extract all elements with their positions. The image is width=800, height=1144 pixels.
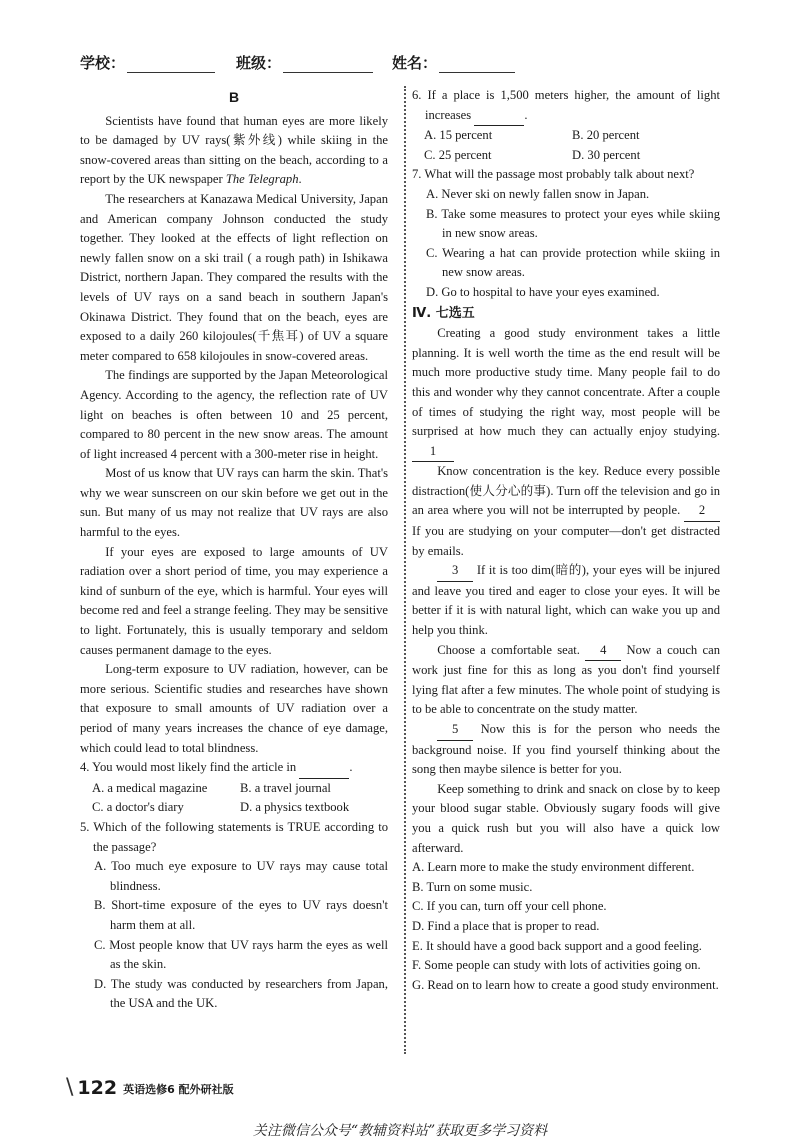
cloze-paragraph-3: 3 If it is too dim(暗的), your eyes will be injured and leave you tired and eager to close your eyes. It will be better if it is with natural light, which can wake you up and help you think. <box>412 563 720 638</box>
class-label: 班级： <box>236 54 282 72</box>
cloze-blank-1: 1 <box>412 442 454 463</box>
passage-b-paragraph-5: If your eyes are exposed to large amounts of UV radiation over a short period of time, you may experience a kind of sunburn of the eye, which is harmful. Your eyes will become red and feel a strange feeling. They may be sensitive to light. Fortunately, this is usually temporary and seldom causes permanent damage to the eyes. <box>80 544 388 657</box>
cloze-paragraph-2: Know concentration is the key. Reduce every possible distraction(使人分心的事). Turn off the television and go in an area where you will not be interrupted by people. 2 If you are studying on your computer—don't get distracted by emails. <box>412 464 720 558</box>
option-a: A. 15 percent <box>424 128 493 143</box>
book-title: 英语选修6 配外研社版 <box>123 1083 234 1096</box>
option-d: D. Go to hospital to have your eyes examined. <box>426 284 660 299</box>
cloze-option-c: C. If you can, turn off your cell phone. <box>412 899 607 914</box>
class-blank <box>283 56 373 73</box>
school-label: 学校： <box>80 54 126 72</box>
class-field <box>236 52 373 73</box>
cloze-option-e: E. It should have a good back support and a good feeling. <box>412 938 702 953</box>
option-c: C. Wearing a hat can provide protection while skiing in new snow areas. <box>426 245 720 280</box>
option-c: C. a doctor's diary <box>92 800 184 815</box>
cloze-option-a: A. Learn more to make the study environment different. <box>412 860 695 875</box>
cloze-option-b: B. Turn on some music. <box>412 879 533 894</box>
cloze-blank-3: 3 <box>437 561 473 582</box>
question-5-stem: 5. Which of the following statements is TRUE according to the passage? <box>80 819 388 854</box>
column-divider <box>404 86 406 1054</box>
option-d: D. a physics textbook <box>240 800 350 815</box>
question-7 <box>412 165 720 302</box>
cloze-options <box>412 858 720 995</box>
school-blank <box>127 56 215 73</box>
footer-slash-mark: \ <box>66 1075 74 1100</box>
passage-b-paragraph-4: Most of us know that UV rays can harm the skin. That's why we wear sunscreen on our skin before we get out in the sun. But many of us may not realize that UV rays are also harmful to the eyes. <box>80 466 388 540</box>
left-column <box>80 86 388 1014</box>
cloze-paragraph-4: Choose a comfortable seat. 4 Now a couch can work just fine for this as long as you don't find yourself lying flat after a few minutes. The whole point of studying is to be able to concentrate on the study matter. <box>412 642 720 717</box>
school-field <box>80 52 215 73</box>
option-a: A. Never ski on newly fallen snow in Japan. <box>426 186 650 201</box>
newspaper-title: The Telegraph <box>225 172 299 187</box>
cloze-paragraph-6: Keep something to drink and snack on close by to keep your blood sugar stable. Obviously sugary foods will give you a quick rush but you will also have a quick low afterward. <box>412 781 720 855</box>
page-number: 122 <box>77 1077 118 1099</box>
option-b: B. Short-time exposure of the eyes to UV rays doesn't harm them at all. <box>94 898 388 932</box>
option-c: C. 25 percent <box>424 147 492 162</box>
question-6-stem: 6. If a place is 1,500 meters higher, the amount of light increases <box>412 88 720 122</box>
option-b: B. 20 percent <box>572 128 640 143</box>
page-footer <box>66 1073 234 1099</box>
question-4-stem: 4. You would most likely find the article in <box>80 760 297 775</box>
section-iv-title: Ⅳ. 七选五 <box>412 305 475 321</box>
cloze-option-f: F. Some people can study with lots of activities going on. <box>412 958 701 973</box>
name-label: 姓名： <box>392 54 438 72</box>
option-d: D. The study was conducted by researchers from Japan, the USA and the UK. <box>94 976 388 1011</box>
question-4: 4. You would most likely find the article in . A. a medical magazine B. a travel journal C. a doctor's diary D. a physics textbook <box>80 758 388 818</box>
passage-b-paragraph-3: The findings are supported by the Japan Meteorological Agency. According to the agency, the reflection rate of UV light on beaches is often between 10 and 25 percent, compared to 80 percent in the new snow areas. The amount of light increased 4 percent with a 300-meter rise in height. <box>80 368 388 461</box>
right-column <box>412 86 720 995</box>
option-b: B. a travel journal <box>240 780 331 795</box>
option-a: A. a medical magazine <box>92 780 208 795</box>
passage-b-paragraph-1: Scientists have found that human eyes are more likely to be damaged by UV rays(紫外线) while skiing in the snow-covered areas than sitting on the beach, according to a report by the UK newspaper The Telegraph. <box>80 113 388 187</box>
name-blank <box>439 56 515 73</box>
question-7-stem: 7. What will the passage most probably talk about next? <box>412 167 695 182</box>
cloze-paragraph-1: Creating a good study environment takes a little planning. It is well worth the time as the end result will be much more productive study time. Many people fail to do this and wonder why they cannot concentrate. After a couple of times of studying the right way, most people will be surprised at how much they can actually enjoy studying. 1 <box>412 324 720 462</box>
question-5 <box>80 818 388 1014</box>
passage-b-paragraph-2: The researchers at Kanazawa Medical University, Japan and American company Johnson conducted the study together. They looked at the effects of light reflection on newly fallen snow on a ski trail ( a rough path) in Ishikawa District, northern Japan. They compared the results with the levels of UV rays on a sand beach in southern Japan's Okinawa District. They found that on the beach, eyes are exposed to a daily 260 kilojoules(千焦耳) of UV a square meter compared to 658 kilojoules in snow-covered areas. <box>80 191 388 363</box>
question-6: 6. If a place is 1,500 meters higher, the amount of light increases . A. 15 percent B. 20 percent C. 25 percent D. 30 percent <box>412 86 720 165</box>
section-b-title: B <box>228 89 240 105</box>
cloze-option-g: G. Read on to learn how to create a good study environment. <box>412 977 719 992</box>
cloze-paragraph-5: 5 Now this is for the person who needs the background noise. If you find yourself thinking about the song then maybe silence is better for you. <box>412 722 720 777</box>
passage-b-paragraph-6: Long-term exposure to UV radiation, however, can be more serious. Scientific studies and researches have shown that exposure to small amounts of UV radiation over a period of many years increases the chance of eye damage, which could lead to total blindness. <box>80 662 388 755</box>
name-field <box>392 52 515 73</box>
cloze-blank-2: 2 <box>684 501 720 522</box>
cloze-blank-5: 5 <box>437 720 473 741</box>
answer-blank <box>474 106 524 127</box>
answer-blank <box>299 758 349 779</box>
cloze-blank-4: 4 <box>585 641 621 662</box>
cloze-option-d: D. Find a place that is proper to read. <box>412 918 600 933</box>
option-a: A. Too much eye exposure to UV rays may cause total blindness. <box>94 859 388 893</box>
student-info-header <box>0 52 800 80</box>
option-c: C. Most people know that UV rays harm the eyes as well as the skin. <box>94 937 388 972</box>
option-d: D. 30 percent <box>572 147 641 162</box>
option-b: B. Take some measures to protect your eyes while skiing in new snow areas. <box>426 206 720 241</box>
watermark-text: 关注微信公众号“教辅资料站”获取更多学习资料 <box>252 1123 548 1139</box>
